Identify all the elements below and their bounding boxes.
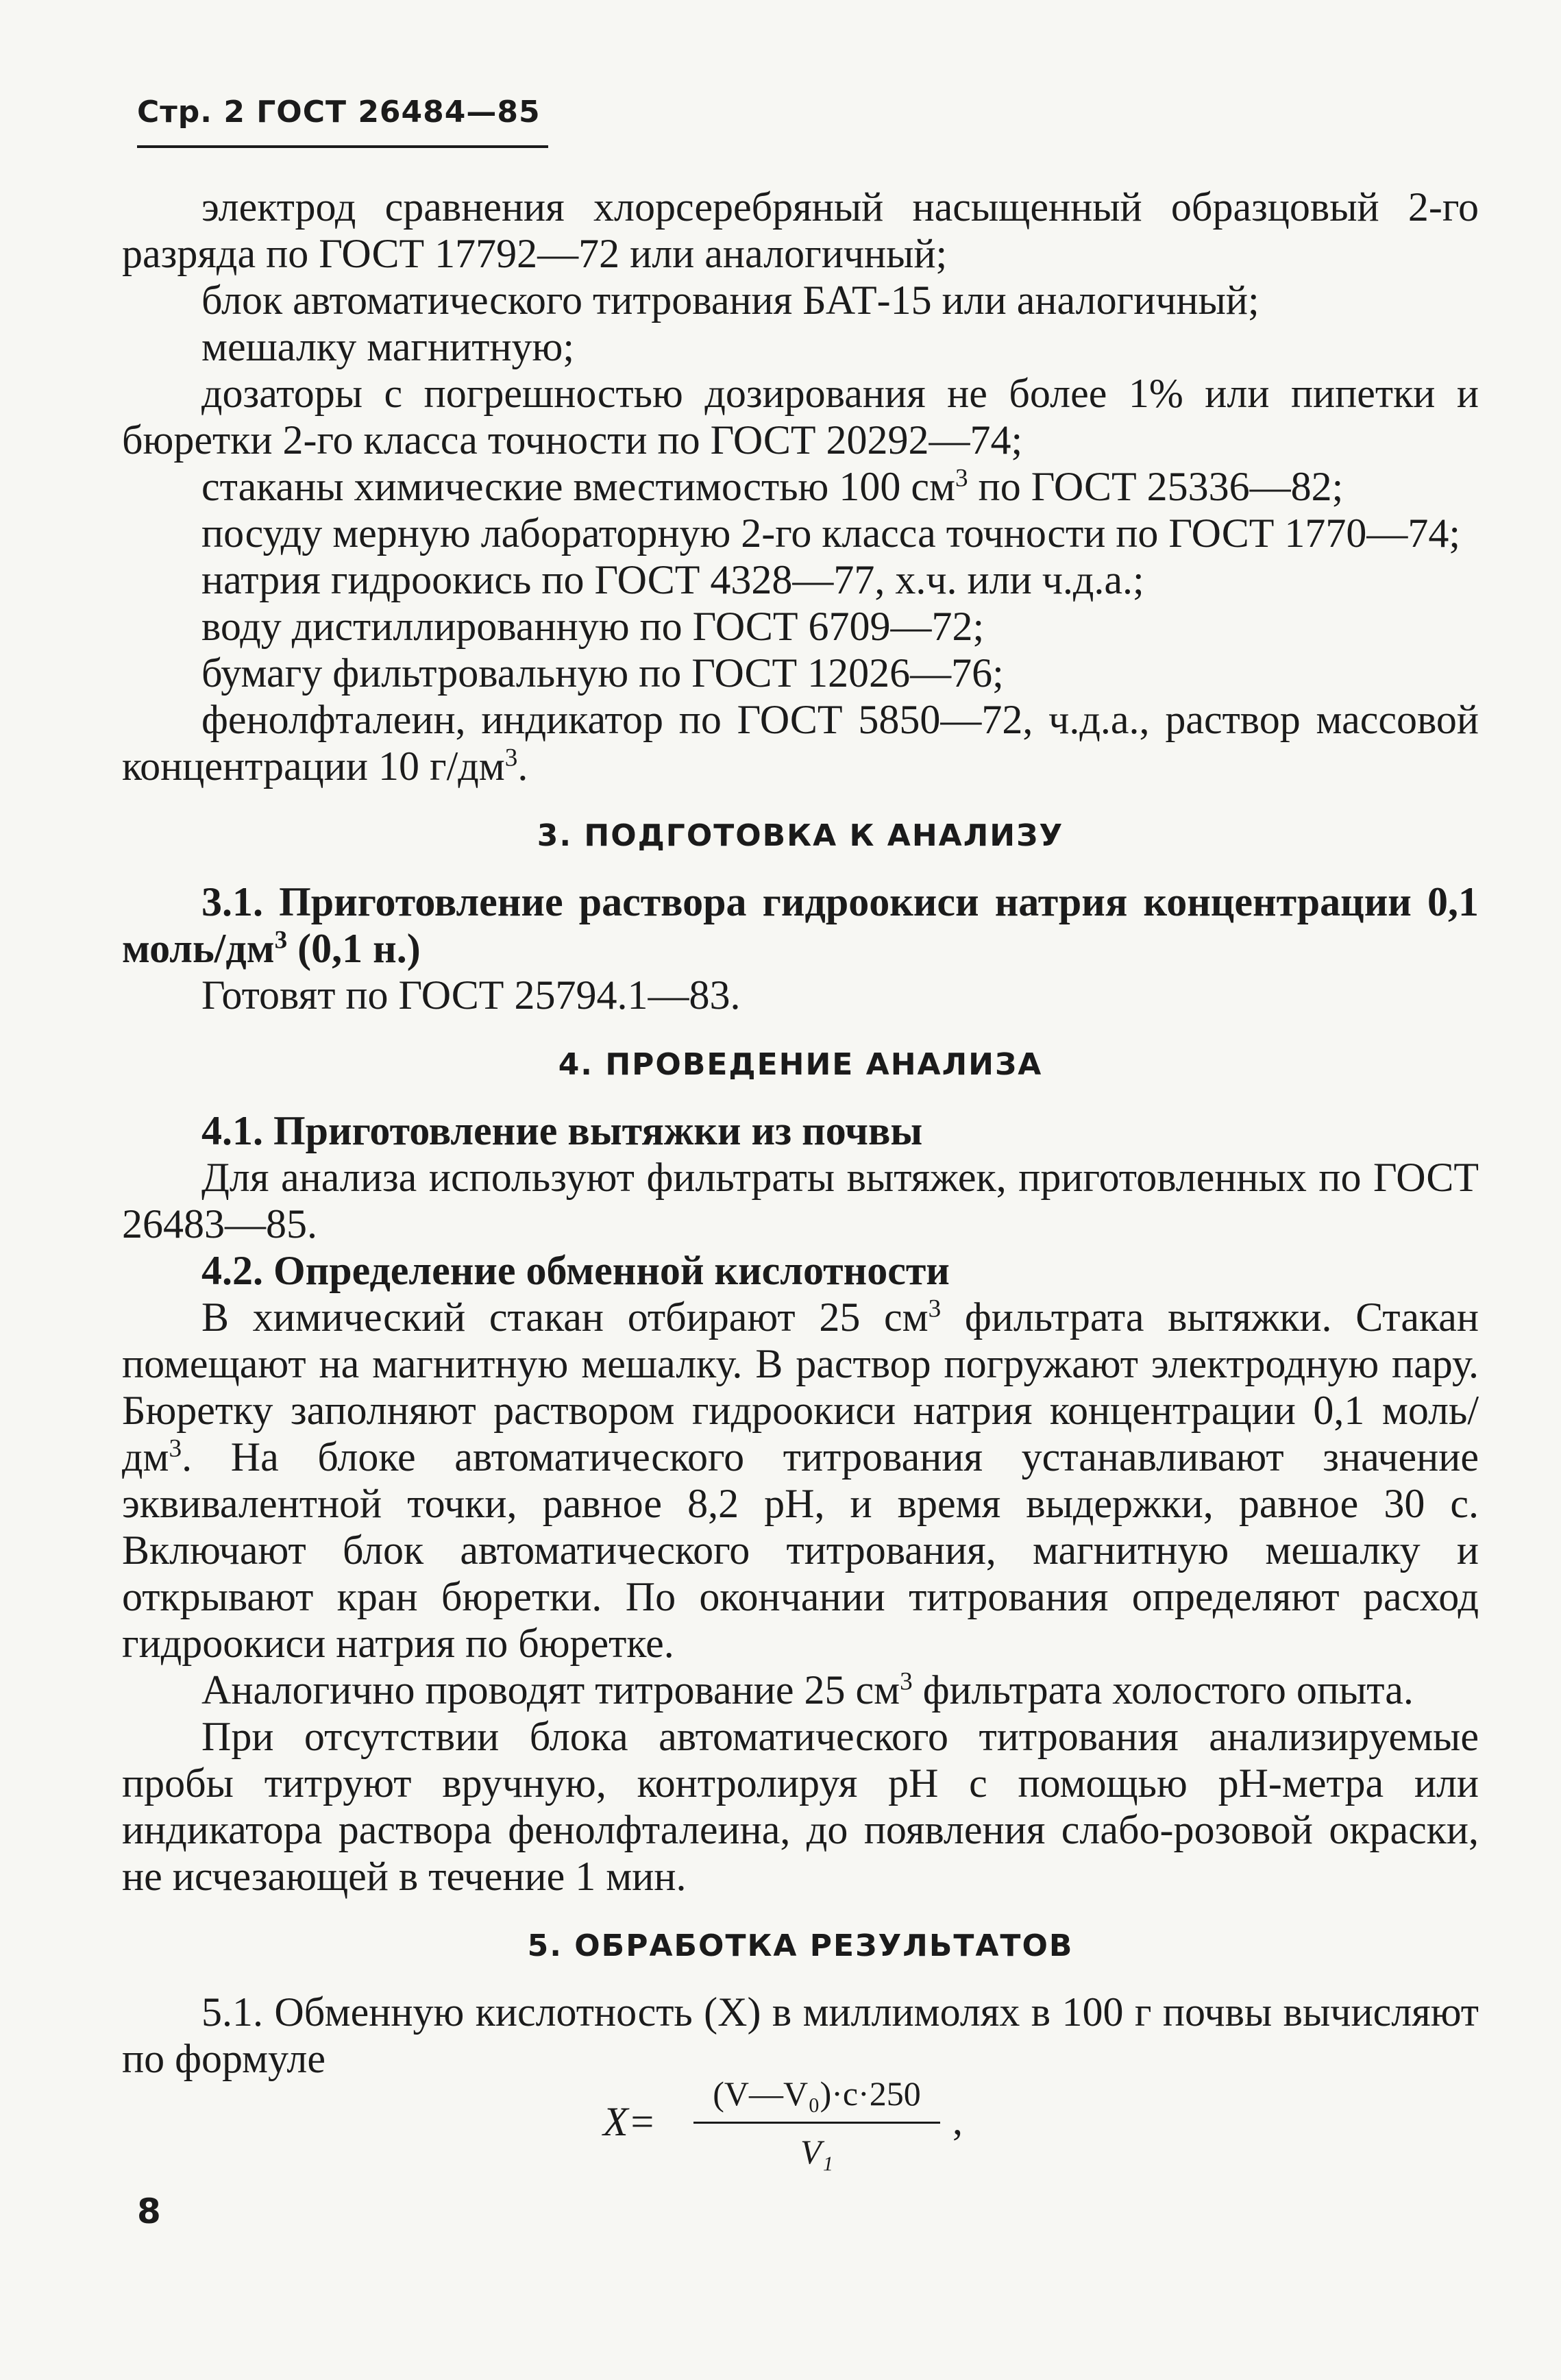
page-number: 8 — [137, 2192, 161, 2231]
body-text — [122, 184, 1479, 2082]
formula-comma: , — [952, 2098, 963, 2143]
subsection-4-2-title: 4.2. Определение обменной кислотности — [201, 1248, 950, 1293]
paragraph-filter-paper: бумагу фильтровальную по ГОСТ 12026—76; — [201, 650, 1004, 696]
paragraph-sodium-hydroxide: натрия гидроокись по ГОСТ 4328—77, х.ч. или ч.д.а.; — [201, 557, 1144, 602]
subsection-4-2-blank: Аналогично проводят титрование 25 $см^3$ фильтрата холостого опыта. — [201, 1667, 1414, 1713]
paragraph-distilled-water: воду дистиллированную по ГОСТ 6709—72; — [201, 604, 985, 649]
paragraph-beakers: стаканы химические вместимостью 100 $см^3$ по ГОСТ 25336—82; — [201, 464, 1344, 509]
paragraph-reference-electrode: электрод сравнения хлорсеребряный насыщенный образцовый 2-го разряда по ГОСТ 17792—72 или аналогичный; — [122, 184, 1479, 276]
subsection-3-1-title: 3.1. Приготовление раствора гидроокиси натрия концентрации 0,1 моль/$дм^3$ (0,1 н.) — [122, 879, 1479, 971]
paragraph-titration-unit: блок автоматического титрования БАТ-15 или аналогичный; — [201, 278, 1259, 323]
section-4-heading: 4. ПРОВЕДЕНИЕ АНАЛИЗА — [558, 1047, 1043, 1082]
paragraph-phenolphthalein: фенолфталеин, индикатор по ГОСТ 5850—72, ч.д.а., раствор массовой концентрации 10 $г/дм^3$. — [122, 697, 1479, 789]
paragraph-magnetic-stirrer: мешалку магнитную; — [201, 324, 575, 369]
subsection-4-1-title: 4.1. Приготовление вытяжки из почвы — [201, 1108, 923, 1153]
fraction-bar — [693, 2122, 940, 2124]
section-5-heading: 5. ОБРАБОТКА РЕЗУЛЬТАТОВ — [527, 1928, 1074, 1963]
paragraph-dispensers: дозаторы с погрешностью дозирования не более 1% или пипетки и бюретки 2-го класса точности по ГОСТ 20292—74; — [122, 371, 1479, 463]
subsection-5-1-text: 5.1. Обменную кислотность (X) в миллимолях в 100 г почвы вычисляют по формуле — [122, 1989, 1479, 2081]
subsection-4-1-text: Для анализа используют фильтраты вытяжек, приготовленных по ГОСТ 26483—85. — [122, 1155, 1479, 1247]
subsection-3-1-text: Готовят по ГОСТ 25794.1—83. — [201, 972, 741, 1018]
subsection-4-2-procedure: В химический стакан отбирают 25 $см^3$ фильтрата вытяжки. Стакан помещают на магнитную мешалку. В раствор погружают электродную пару. Бюретку заполняют раствором гидроокиси натрия концентрации 0,1 моль/$дм^3$. На блоке автоматического титрования устанавливают значение эквивалентной точки, равное 8,2 pH, и время выдержки, равное 30 с. Включают блок автоматического титрования, магнитную мешалку и открывают кран бюретки. По окончании титрования определяют расход гидроокиси натрия по бюретке. — [122, 1295, 1479, 1666]
section-3-heading: 3. ПОДГОТОВКА К АНАЛИЗУ — [537, 818, 1064, 853]
subsection-4-2-manual: При отсутствии блока автоматического титрования анализируемые пробы титруют вручную, контролируя pH с помощью pH-метра или индикатора раствора фенолфталеина, до появления слабо-розовой окраски, не исчезающей в течение 1 мин. — [122, 1714, 1479, 1899]
paragraph-glassware: посуду мерную лабораторную 2-го класса точности по ГОСТ 1770—74; — [201, 511, 1461, 556]
running-head: Стр. 2 ГОСТ 26484—85 — [137, 95, 541, 130]
formula-numerator: (V—V₀)·c·250 — [713, 2074, 921, 2113]
formula-fraction — [693, 2070, 940, 2176]
formula-lhs: X= — [603, 2099, 656, 2144]
acidity-formula — [603, 2070, 1083, 2193]
header-rule — [137, 145, 548, 148]
formula-denominator: V₁ — [800, 2133, 833, 2171]
